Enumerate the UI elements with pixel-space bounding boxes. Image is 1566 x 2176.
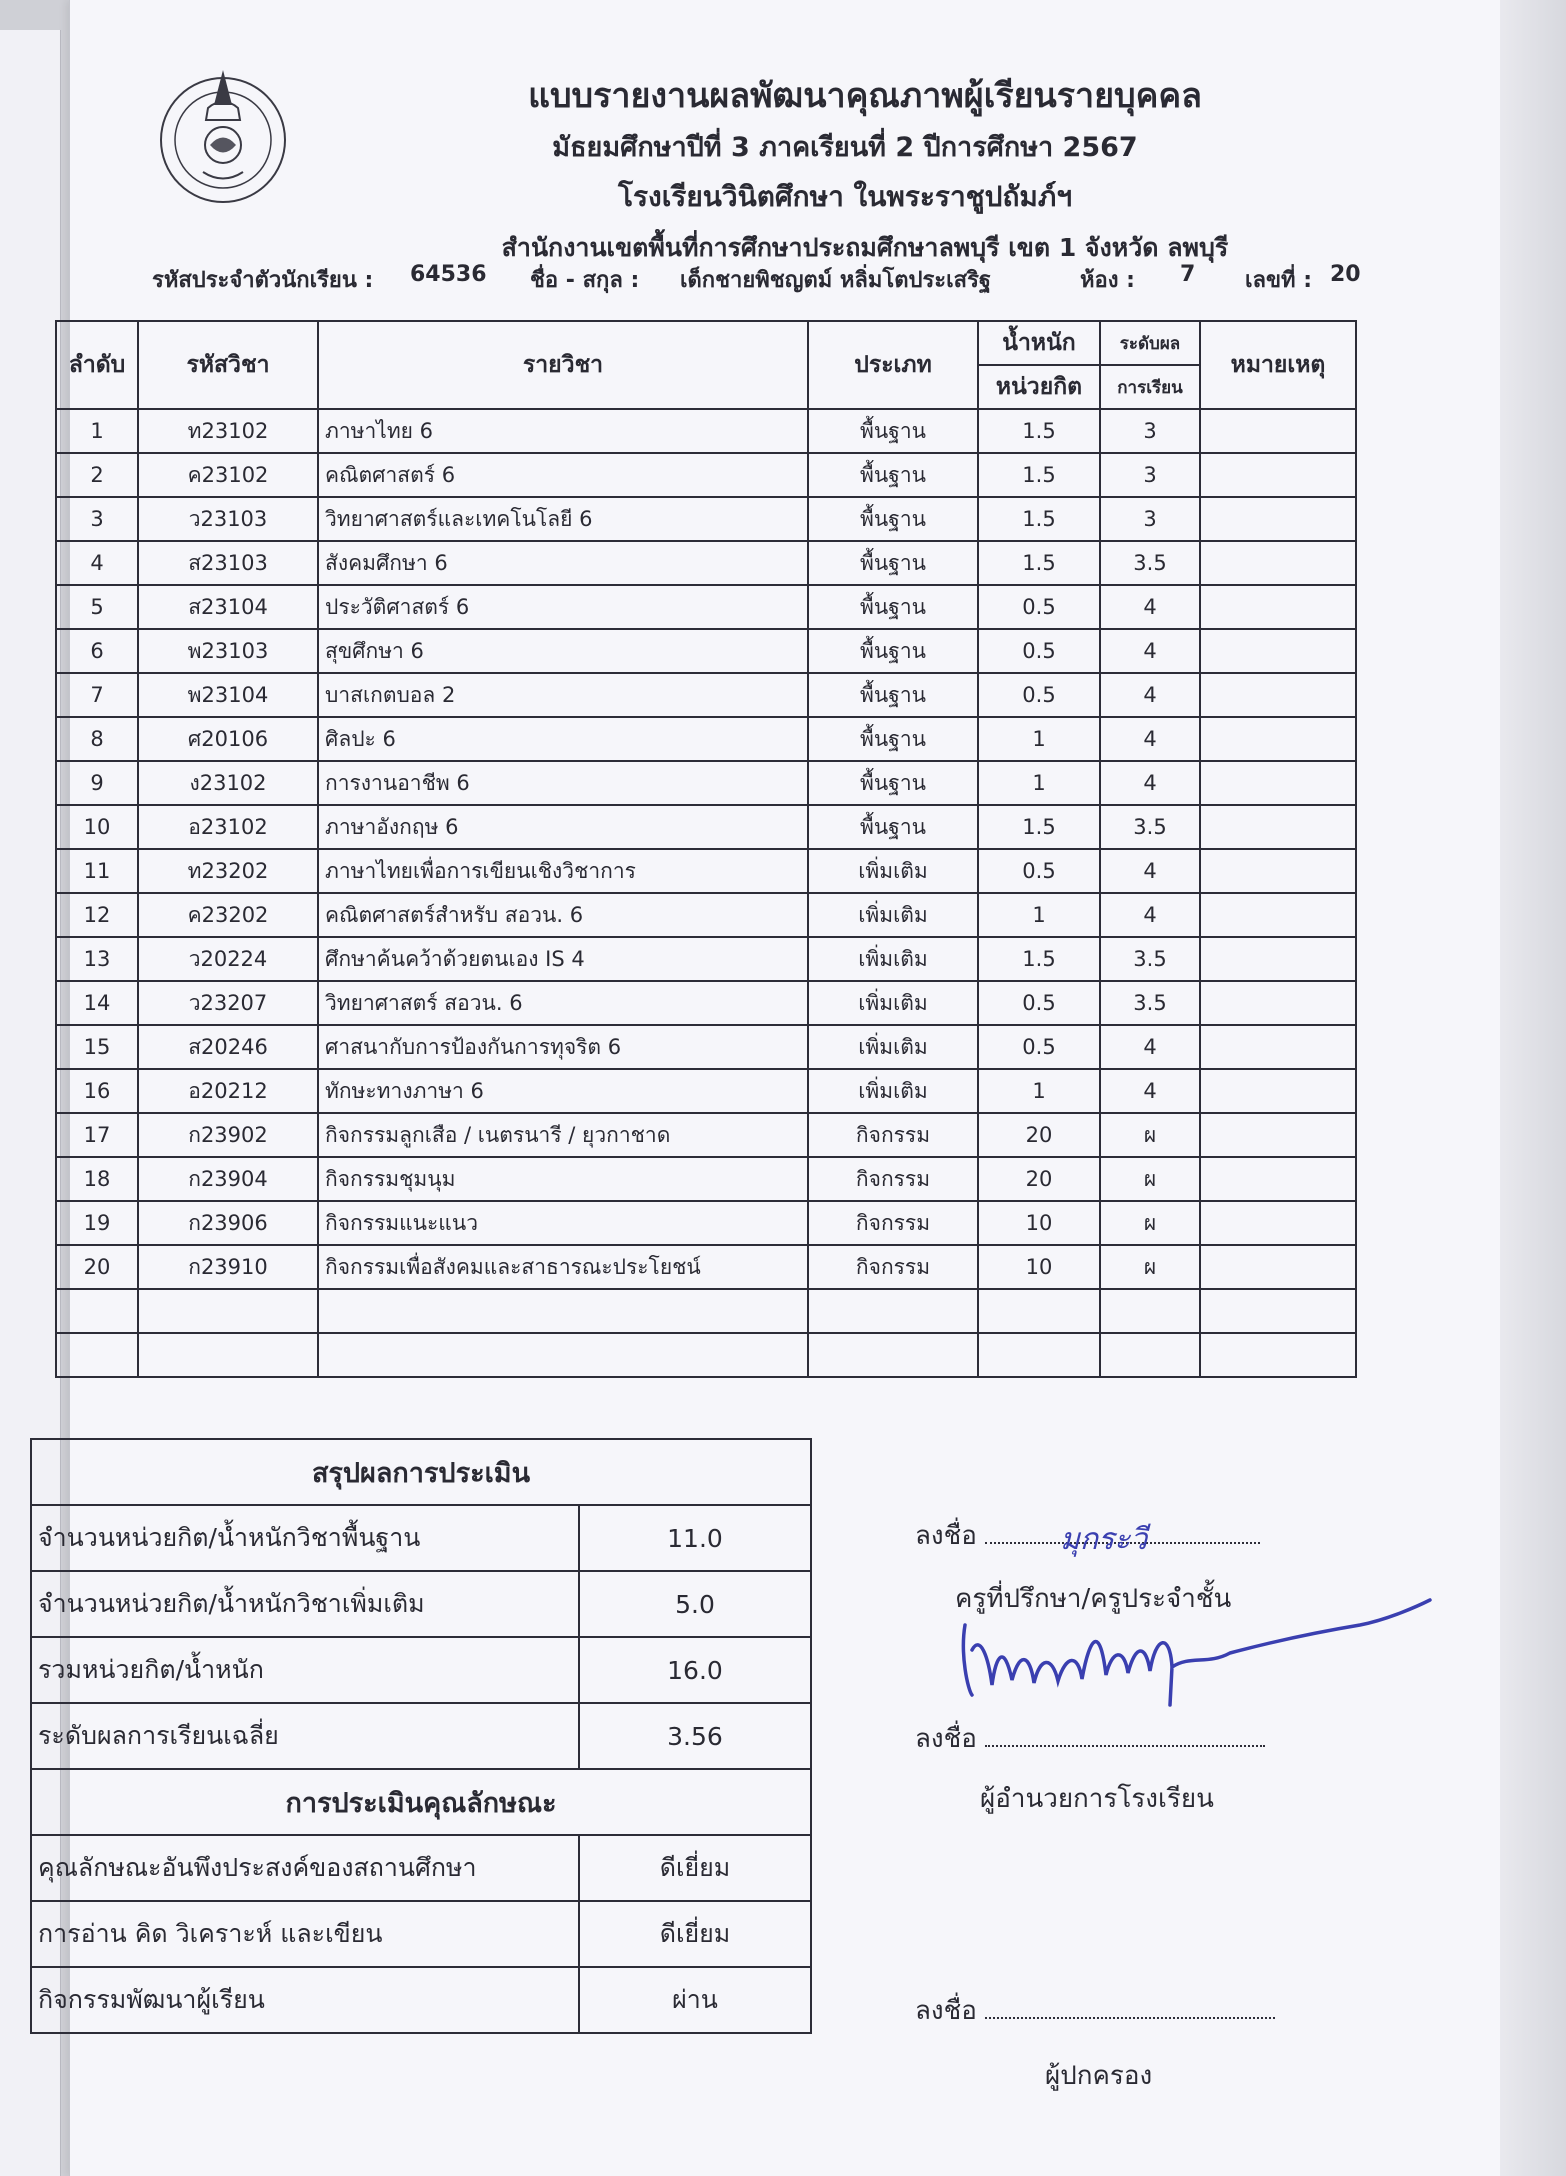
cell-type: พื้นฐาน [808, 541, 978, 585]
cell-type: พื้นฐาน [808, 673, 978, 717]
director-sign-dots [985, 1745, 1265, 1747]
cell-credit: 1.5 [978, 937, 1100, 981]
cell-empty [1200, 1289, 1356, 1333]
cell-code: ก23910 [138, 1245, 318, 1289]
table-row [56, 1201, 1356, 1245]
summary-label: กิจกรรมพัฒนาผู้เรียน [31, 1967, 579, 2033]
cell-no: 18 [56, 1157, 138, 1201]
cell-credit: 0.5 [978, 585, 1100, 629]
cell-code: ก23902 [138, 1113, 318, 1157]
table-row [56, 937, 1356, 981]
cell-empty [808, 1289, 978, 1333]
grades-table-body [56, 409, 1356, 1377]
summary-value: ดีเยี่ยม [579, 1901, 811, 1967]
cell-code: ว23207 [138, 981, 318, 1025]
cell-subject: กิจกรรมแนะแนว [318, 1201, 808, 1245]
cell-type: กิจกรรม [808, 1113, 978, 1157]
col-header-code: รหัสวิชา [138, 321, 318, 409]
cell-empty [56, 1333, 138, 1377]
cell-grade: 3 [1100, 409, 1200, 453]
cell-credit: 1 [978, 761, 1100, 805]
table-row [56, 673, 1356, 717]
cell-subject: ศึกษาค้นคว้าด้วยตนเอง IS 4 [318, 937, 808, 981]
room-value: 7 [1180, 262, 1196, 287]
cell-empty [808, 1333, 978, 1377]
summary-row [31, 1637, 811, 1703]
cell-no: 12 [56, 893, 138, 937]
table-row-empty [56, 1333, 1356, 1377]
cell-credit: 1.5 [978, 409, 1100, 453]
cell-subject: การงานอาชีพ 6 [318, 761, 808, 805]
cell-grade: ผ [1100, 1113, 1200, 1157]
cell-credit: 1.5 [978, 805, 1100, 849]
table-row [56, 1245, 1356, 1289]
grades-table [55, 320, 1357, 1378]
cell-code: ค23202 [138, 893, 318, 937]
summary-label: จำนวนหน่วยกิต/น้ำหนักวิชาเพิ่มเติม [31, 1571, 579, 1637]
table-row [56, 1025, 1356, 1069]
cell-code: พ23104 [138, 673, 318, 717]
cell-credit: 1 [978, 717, 1100, 761]
cell-note [1200, 761, 1356, 805]
table-row [56, 409, 1356, 453]
cell-empty [138, 1333, 318, 1377]
cell-type: พื้นฐาน [808, 805, 978, 849]
cell-code: ค23102 [138, 453, 318, 497]
cell-code: ก23906 [138, 1201, 318, 1245]
cell-note [1200, 1201, 1356, 1245]
cell-code: ศ20106 [138, 717, 318, 761]
summary-label: การอ่าน คิด วิเคราะห์ และเขียน [31, 1901, 579, 1967]
director-sign-label: ลงชื่อ [915, 1724, 977, 1754]
table-row [56, 981, 1356, 1025]
cell-subject: กิจกรรมชุมนุม [318, 1157, 808, 1201]
table-row [56, 453, 1356, 497]
cell-grade: 3.5 [1100, 981, 1200, 1025]
cell-note [1200, 1025, 1356, 1069]
summary-row [31, 1505, 811, 1571]
cell-credit: 1 [978, 893, 1100, 937]
cell-grade: 4 [1100, 629, 1200, 673]
cell-subject: ศิลปะ 6 [318, 717, 808, 761]
summary-value: 16.0 [579, 1637, 811, 1703]
cell-type: พื้นฐาน [808, 629, 978, 673]
cell-note [1200, 629, 1356, 673]
cell-credit: 0.5 [978, 1025, 1100, 1069]
cell-subject: บาสเกตบอล 2 [318, 673, 808, 717]
cell-subject: ทักษะทางภาษา 6 [318, 1069, 808, 1113]
student-id-value: 64536 [410, 262, 487, 287]
cell-no: 20 [56, 1245, 138, 1289]
number-label: เลขที่ : [1245, 268, 1312, 293]
cell-credit: 10 [978, 1245, 1100, 1289]
summary-value: ดีเยี่ยม [579, 1835, 811, 1901]
cell-subject: ประวัติศาสตร์ 6 [318, 585, 808, 629]
parent-sign-label: ลงชื่อ [915, 1996, 977, 2026]
student-name-label: ชื่อ - สกุล : [530, 268, 640, 293]
director-role: ผู้อำนวยการโรงเรียน [980, 1784, 1214, 1814]
table-row [56, 761, 1356, 805]
cell-grade: 4 [1100, 849, 1200, 893]
cell-grade: 4 [1100, 1025, 1200, 1069]
cell-no: 8 [56, 717, 138, 761]
cell-grade: 4 [1100, 761, 1200, 805]
cell-subject: คณิตศาสตร์สำหรับ สอวน. 6 [318, 893, 808, 937]
cell-subject: กิจกรรมเพื่อสังคมและสาธารณะประโยชน์ [318, 1245, 808, 1289]
cell-grade: 4 [1100, 1069, 1200, 1113]
col-header-weight: น้ำหนัก [978, 321, 1100, 365]
cell-grade: ผ [1100, 1201, 1200, 1245]
cell-credit: 1.5 [978, 541, 1100, 585]
cell-credit: 1 [978, 1069, 1100, 1113]
table-row [56, 629, 1356, 673]
table-row [56, 541, 1356, 585]
table-row-empty [56, 1289, 1356, 1333]
cell-grade: 3.5 [1100, 937, 1200, 981]
cell-no: 15 [56, 1025, 138, 1069]
cell-code: ง23102 [138, 761, 318, 805]
cell-note [1200, 981, 1356, 1025]
cell-no: 17 [56, 1113, 138, 1157]
teacher-sign-dots [985, 1522, 1260, 1557]
cell-note [1200, 893, 1356, 937]
report-title: แบบรายงานผลพัฒนาคุณภาพผู้เรียนรายบุคคล [528, 76, 1202, 116]
col-header-no: ลำดับ [56, 321, 138, 409]
cell-code: ส23103 [138, 541, 318, 585]
cell-code: ส20246 [138, 1025, 318, 1069]
report-page [38, 0, 1500, 2176]
teacher-sign-line [915, 1515, 1260, 1556]
director-sign-line [915, 1718, 1265, 1759]
cell-subject: ภาษาไทยเพื่อการเขียนเชิงวิชาการ [318, 849, 808, 893]
cell-no: 13 [56, 937, 138, 981]
cell-no: 9 [56, 761, 138, 805]
cell-subject: กิจกรรมลูกเสือ / เนตรนารี / ยุวกาชาด [318, 1113, 808, 1157]
student-name-value: เด็กชายพิชญตม์ หลิ่มโตประเสริฐ [680, 268, 992, 293]
cell-credit: 1.5 [978, 497, 1100, 541]
cell-empty [56, 1289, 138, 1333]
cell-type: เพิ่มเติม [808, 1025, 978, 1069]
cell-note [1200, 1245, 1356, 1289]
cell-type: เพิ่มเติม [808, 849, 978, 893]
character-title: การประเมินคุณลักษณะ [31, 1769, 811, 1835]
cell-credit: 0.5 [978, 673, 1100, 717]
cell-subject: สุขศึกษา 6 [318, 629, 808, 673]
summary-row [31, 1967, 811, 2033]
cell-grade: 4 [1100, 717, 1200, 761]
cell-no: 7 [56, 673, 138, 717]
cell-grade: ผ [1100, 1157, 1200, 1201]
cell-type: กิจกรรม [808, 1157, 978, 1201]
cell-empty [1100, 1333, 1200, 1377]
parent-sign-line [915, 1990, 1275, 2031]
cell-note [1200, 497, 1356, 541]
summary-label: รวมหน่วยกิต/น้ำหนัก [31, 1637, 579, 1703]
summary-label: คุณลักษณะอันพึงประสงค์ของสถานศึกษา [31, 1835, 579, 1901]
cell-grade: ผ [1100, 1245, 1200, 1289]
table-row [56, 1157, 1356, 1201]
cell-no: 19 [56, 1201, 138, 1245]
cell-type: พื้นฐาน [808, 585, 978, 629]
cell-code: อ23102 [138, 805, 318, 849]
director-signature-icon [940, 1595, 1440, 1735]
cell-note [1200, 409, 1356, 453]
cell-code: ท23202 [138, 849, 318, 893]
cell-type: พื้นฐาน [808, 497, 978, 541]
cell-type: เพิ่มเติม [808, 981, 978, 1025]
summary-value: 5.0 [579, 1571, 811, 1637]
summary-row [31, 1901, 811, 1967]
cell-note [1200, 849, 1356, 893]
table-row [56, 717, 1356, 761]
room-label: ห้อง : [1080, 268, 1135, 293]
cell-credit: 10 [978, 1201, 1100, 1245]
teacher-sign-label: ลงชื่อ [915, 1521, 977, 1551]
summary-title: สรุปผลการประเมิน [31, 1439, 811, 1505]
cell-empty [318, 1333, 808, 1377]
cell-grade: 3 [1100, 453, 1200, 497]
table-row [56, 585, 1356, 629]
summary-value: 3.56 [579, 1703, 811, 1769]
cell-grade: 3.5 [1100, 541, 1200, 585]
table-row [56, 805, 1356, 849]
summary-row [31, 1571, 811, 1637]
table-row [56, 849, 1356, 893]
cell-note [1200, 1113, 1356, 1157]
teacher-role: ครูที่ปรึกษา/ครูประจำชั้น [955, 1584, 1232, 1614]
col-header-subject: รายวิชา [318, 321, 808, 409]
cell-empty [318, 1289, 808, 1333]
level-term-line: มัธยมศึกษาปีที่ 3 ภาคเรียนที่ 2 ปีการศึกษา 2567 [552, 132, 1138, 163]
cell-note [1200, 717, 1356, 761]
col-header-credit: หน่วยกิต [978, 365, 1100, 409]
education-office: สำนักงานเขตพื้นที่การศึกษาประถมศึกษาลพบุรี เขต 1 จังหวัด ลพบุรี [501, 233, 1229, 262]
cell-no: 3 [56, 497, 138, 541]
number-value: 20 [1330, 262, 1361, 287]
parent-role: ผู้ปกครอง [1045, 2061, 1153, 2091]
summary-row [31, 1703, 811, 1769]
summary-value: 11.0 [579, 1505, 811, 1571]
cell-subject: ศาสนากับการป้องกันการทุจริต 6 [318, 1025, 808, 1069]
cell-note [1200, 585, 1356, 629]
summary-value: ผ่าน [579, 1967, 811, 2033]
cell-type: กิจกรรม [808, 1201, 978, 1245]
cell-note [1200, 937, 1356, 981]
cell-grade: 4 [1100, 893, 1200, 937]
cell-empty [978, 1289, 1100, 1333]
cell-credit: 20 [978, 1157, 1100, 1201]
cell-subject: ภาษาไทย 6 [318, 409, 808, 453]
col-header-grade-result: การเรียน [1100, 365, 1200, 409]
cell-note [1200, 673, 1356, 717]
summary-table [30, 1438, 812, 2034]
cell-note [1200, 1069, 1356, 1113]
table-row [56, 1069, 1356, 1113]
cell-empty [138, 1289, 318, 1333]
cell-no: 6 [56, 629, 138, 673]
cell-type: เพิ่มเติม [808, 1069, 978, 1113]
cell-code: ท23102 [138, 409, 318, 453]
cell-type: พื้นฐาน [808, 409, 978, 453]
cell-note [1200, 1157, 1356, 1201]
cell-code: พ23103 [138, 629, 318, 673]
cell-note [1200, 805, 1356, 849]
student-info-row [110, 262, 1410, 302]
teacher-handwritten-name: มุกระวี [1060, 1522, 1148, 1557]
cell-empty [1200, 1333, 1356, 1377]
cell-subject: คณิตศาสตร์ 6 [318, 453, 808, 497]
cell-credit: 0.5 [978, 849, 1100, 893]
cell-type: เพิ่มเติม [808, 937, 978, 981]
sleeve-edge [1500, 0, 1566, 2176]
cell-no: 2 [56, 453, 138, 497]
cell-note [1200, 453, 1356, 497]
parent-sign-dots [985, 2017, 1275, 2019]
summary-row [31, 1835, 811, 1901]
cell-type: พื้นฐาน [808, 717, 978, 761]
table-row [56, 1113, 1356, 1157]
cell-credit: 0.5 [978, 629, 1100, 673]
cell-code: ว20224 [138, 937, 318, 981]
cell-no: 10 [56, 805, 138, 849]
cell-credit: 1.5 [978, 453, 1100, 497]
cell-grade: 3.5 [1100, 805, 1200, 849]
cell-credit: 20 [978, 1113, 1100, 1157]
cell-no: 5 [56, 585, 138, 629]
cell-code: ก23904 [138, 1157, 318, 1201]
cell-no: 4 [56, 541, 138, 585]
student-id-label: รหัสประจำตัวนักเรียน : [152, 268, 374, 293]
cell-code: ว23103 [138, 497, 318, 541]
cell-code: ส23104 [138, 585, 318, 629]
cell-subject: วิทยาศาสตร์ สอวน. 6 [318, 981, 808, 1025]
cell-subject: ภาษาอังกฤษ 6 [318, 805, 808, 849]
col-header-type: ประเภท [808, 321, 978, 409]
summary-label: ระดับผลการเรียนเฉลี่ย [31, 1703, 579, 1769]
cell-no: 1 [56, 409, 138, 453]
cell-type: กิจกรรม [808, 1245, 978, 1289]
cell-empty [1100, 1289, 1200, 1333]
table-row [56, 497, 1356, 541]
summary-label: จำนวนหน่วยกิต/น้ำหนักวิชาพื้นฐาน [31, 1505, 579, 1571]
col-header-grade: ระดับผล [1100, 321, 1200, 365]
cell-subject: สังคมศึกษา 6 [318, 541, 808, 585]
cell-grade: 3 [1100, 497, 1200, 541]
cell-no: 14 [56, 981, 138, 1025]
cell-no: 16 [56, 1069, 138, 1113]
table-row [56, 893, 1356, 937]
cell-type: เพิ่มเติม [808, 893, 978, 937]
cell-code: อ20212 [138, 1069, 318, 1113]
cell-grade: 4 [1100, 673, 1200, 717]
col-header-note: หมายเหตุ [1200, 321, 1356, 409]
cell-grade: 4 [1100, 585, 1200, 629]
cell-note [1200, 541, 1356, 585]
cell-subject: วิทยาศาสตร์และเทคโนโลยี 6 [318, 497, 808, 541]
cell-credit: 0.5 [978, 981, 1100, 1025]
cell-empty [978, 1333, 1100, 1377]
cell-no: 11 [56, 849, 138, 893]
cell-type: พื้นฐาน [808, 761, 978, 805]
school-name: โรงเรียนวินิตศึกษา ในพระราชูปถัมภ์ฯ [617, 180, 1073, 213]
cell-type: พื้นฐาน [808, 453, 978, 497]
